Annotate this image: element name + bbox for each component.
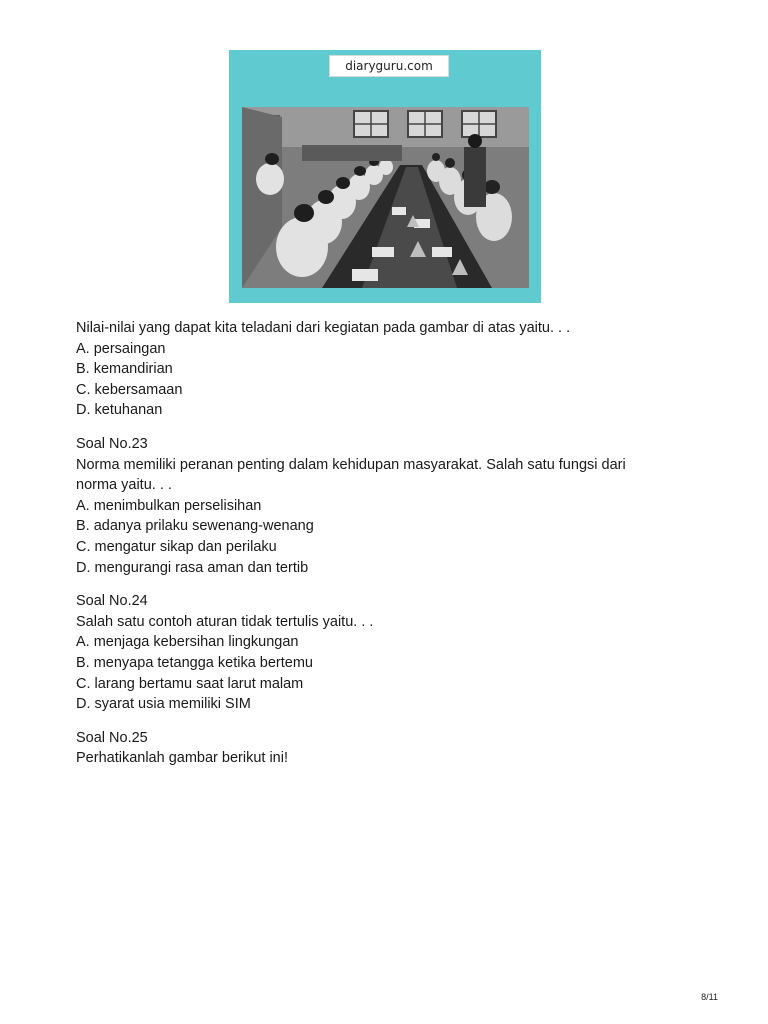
question-block-23 <box>76 434 696 578</box>
option-a: A. persaingan <box>76 340 166 357</box>
question-list <box>76 318 696 782</box>
question-text: Nilai-nilai yang dapat kita teladani dari kegiatan pada gambar di atas yaitu. . . <box>76 320 571 336</box>
meeting-photo <box>242 107 529 288</box>
question-heading: Soal No.24 <box>76 593 148 610</box>
question-block-22 <box>76 318 696 421</box>
option-b: B. kemandirian <box>76 361 173 378</box>
option-d: D. ketuhanan <box>76 402 163 419</box>
question-block-25 <box>76 728 696 769</box>
question-heading: Soal No.23 <box>76 435 148 452</box>
question-text-line-2: norma yaitu. . . <box>76 477 172 494</box>
question-block-24 <box>76 591 696 715</box>
question-text-line-1: Norma memiliki peranan penting dalam kehidupan masyarakat. Salah satu fungsi dari <box>76 456 626 473</box>
option-b: B. adanya prilaku sewenang-wenang <box>76 518 314 535</box>
option-d: D. syarat usia memiliki SIM <box>76 696 251 713</box>
option-d: D. mengurangi rasa aman dan tertib <box>76 559 309 576</box>
question-text: Salah satu contoh aturan tidak tertulis yaitu. . . <box>76 613 374 630</box>
option-c: C. larang bertamu saat larut malam <box>76 675 304 692</box>
option-b: B. menyapa tetangga ketika bertemu <box>76 654 313 671</box>
watermark-label: diaryguru.com <box>329 55 449 77</box>
option-c: C. kebersamaan <box>76 381 183 398</box>
option-a: A. menjaga kebersihan lingkungan <box>76 634 299 651</box>
option-a: A. menimbulkan perselisihan <box>76 497 262 514</box>
page-number: 8/11 <box>701 992 718 1002</box>
option-c: C. mengatur sikap dan perilaku <box>76 538 277 555</box>
question-text: Perhatikanlah gambar berikut ini! <box>76 750 288 767</box>
question-figure <box>229 50 541 303</box>
question-heading: Soal No.25 <box>76 729 148 746</box>
